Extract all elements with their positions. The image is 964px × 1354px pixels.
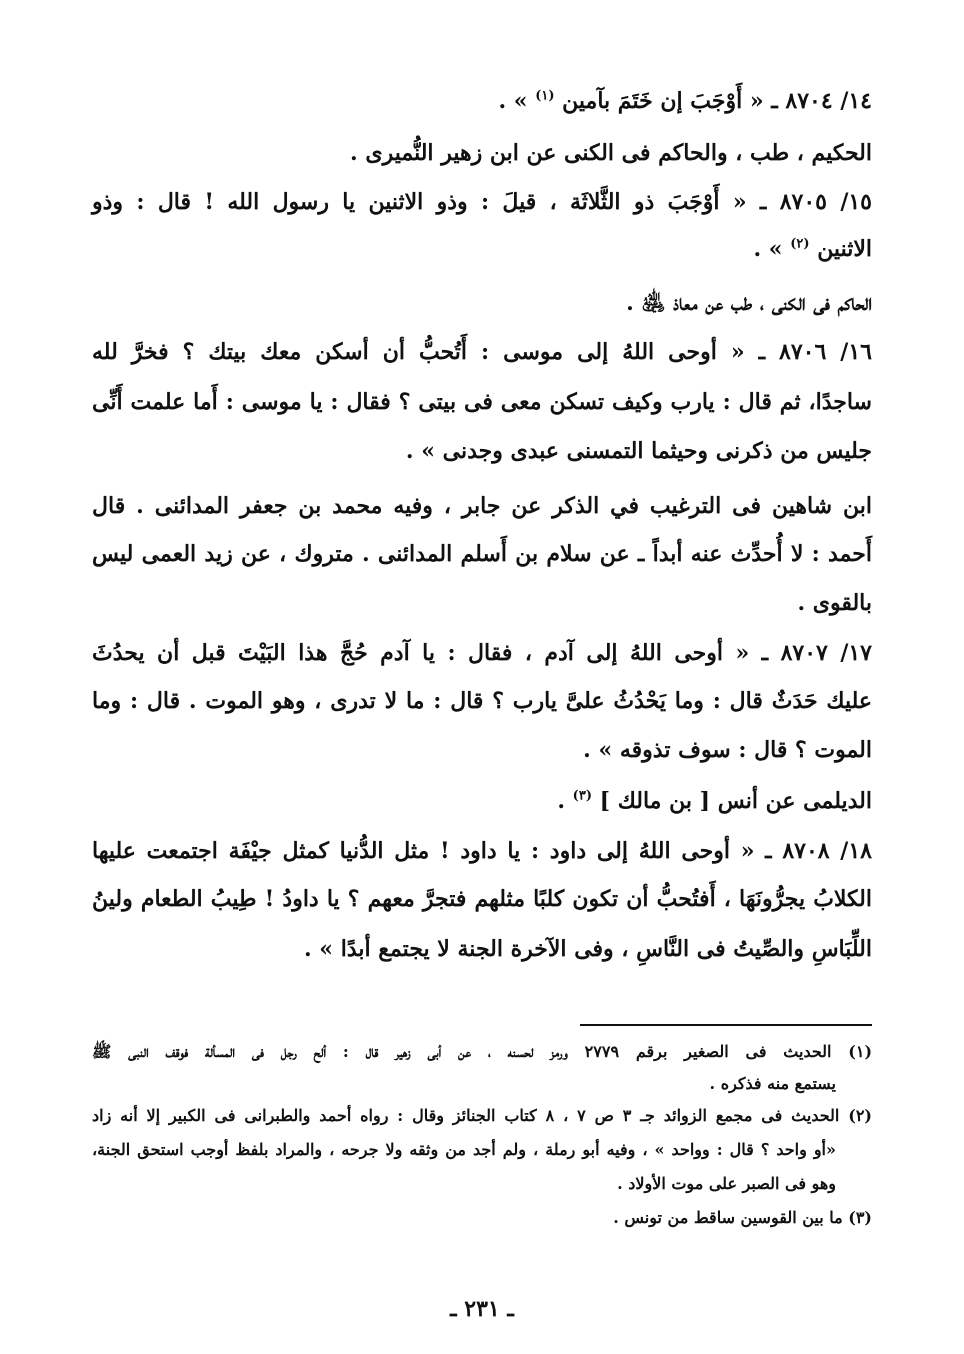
source-8706-line-1: ابن شاهين فى الترغيب في الذكر عن جابر ، وفيه محمد بن جعفر المدائنى . قال bbox=[92, 493, 872, 519]
footnote-2-line-1: (٢) الحديث فى مجمع الزوائد جـ ٣ ص ٧ ، ٨ كتاب الجنائز وقال : رواه أحمد والطبرانى فى الكبير إلا أنه زاد bbox=[92, 1106, 872, 1125]
hadith-8707-line-3: الموت ؟ قال : سوف تذوقه » . bbox=[583, 737, 872, 763]
hadith-8708-line-3: اللِّبَاسِ والصِّيتُ فى النَّاسِ ، وفى الآخرة الجنة لا يجتمع أبدًا » . bbox=[303, 936, 872, 962]
hadith-8704-line bbox=[92, 86, 872, 116]
source-8706-line-2: أَحمد : لا أُحدِّث عنه أبداً ـ عن سلام بن أَسلم المدائنى . متروك ، عن زيد العمى ليس bbox=[92, 541, 872, 567]
hadith-8706-line-3: جليس من ذكرنى وحيثما التمسنى عبدى وجدنى » . bbox=[405, 438, 872, 464]
source-8707-ending: . bbox=[557, 788, 565, 814]
source-8706-line-3: بالقوى . bbox=[797, 590, 872, 616]
source-8705: الحاكم فى الكنى ، طب عن معاذ ﵁ . bbox=[626, 290, 872, 316]
hadith-8704-text: ١٤/ ٨٧٠٤ ـ « أَوْجَبَ إن خَتَمَ بآمين bbox=[562, 88, 872, 114]
hadith-8708-line-1: ١٨/ ٨٧٠٨ ـ « أوحى اللهُ إلى داود : يا داود ! مثل الدُّنيا كمثل جيْفَة اجتمعت عليها bbox=[92, 838, 872, 864]
footnote-2-line-3: وهو فى الصبر على موت الأولاد . bbox=[617, 1174, 836, 1193]
source-8707 bbox=[92, 786, 872, 816]
hadith-8705-ending: » . bbox=[753, 236, 783, 262]
hadith-8705-text: الاثنين bbox=[817, 236, 872, 262]
footnote-1-line-2: يستمع منه فذكره . bbox=[709, 1074, 836, 1093]
source-8704: الحكيم ، طب ، والحاكم فى الكنى عن ابن زهير النُّميرى . bbox=[350, 140, 872, 166]
hadith-8706-line-1: ١٦/ ٨٧٠٦ ـ « أوحى اللهُ إلى موسى : أَتُحبُّ أن أسكن معك بيتك ؟ فخرَّ لله bbox=[92, 339, 872, 365]
hadith-8707-line-2: عليك حَدَثٌ قال : وما يَحْدُثُ علىَّ يارب ؟ قال : ما لا تدرى ، وهو الموت . قال : وما bbox=[92, 688, 872, 714]
hadith-8707-line-1: ١٧/ ٨٧٠٧ ـ « أوحى اللهُ إلى آدم ، فقال : يا آدم حُجَّ هذا البَيْتَ قبل أن يحدُثَ bbox=[92, 640, 872, 666]
hadith-8704-ending: » . bbox=[498, 88, 528, 114]
footnote-separator bbox=[580, 1024, 872, 1026]
footnote-2-line-2: «أو واحد ؟ قال : وواحد » ، وفيه أبو رملة ، ولم أجد من وثقه ولا جرحه ، والمراد بلفظ أوجب استحق الجنة، bbox=[92, 1140, 836, 1159]
footnote-1-line-1: (١) الحديث فى الصغير برقم ٢٧٧٩ ورمز لحسنه ، عن أبى زهير قال : ألح رجل فى المسألة فوقف النبى ﷺ bbox=[92, 1042, 873, 1061]
footnote-marker-3: (٣) bbox=[572, 788, 592, 804]
page-number: ـ ٢٣١ ـ bbox=[450, 1296, 514, 1322]
footnote-marker-2: (٢) bbox=[790, 236, 810, 252]
source-8707-text: الديلمى عن أنس [ بن مالك ] bbox=[599, 788, 872, 814]
hadith-8706-line-2: ساجدًا، ثم قال : يارب وكيف تسكن معى فى بيتى ؟ فقال : يا موسى : أَما علمت أَنِّى bbox=[92, 389, 872, 415]
hadith-8705-line-1: ١٥/ ٨٧٠٥ ـ « أَوْجَبَ ذو الثَّلاثَة ، قيلَ : وذو الاثنين يا رسول الله ! قال : وذو bbox=[92, 189, 872, 215]
hadith-8708-line-2: الكلابُ يجرُّونَهَا ، أَفتُحبُّ أن تكون كلبًا مثلهم فتجرَّ معهم ؟ يا داودُ ! طِيبُ الطعام ولينُ bbox=[92, 886, 872, 912]
footnote-marker-1: (١) bbox=[535, 88, 555, 104]
footnote-3: (٣) ما بين القوسين ساقط من تونس . bbox=[613, 1208, 872, 1227]
hadith-8705-line-2 bbox=[92, 234, 872, 264]
